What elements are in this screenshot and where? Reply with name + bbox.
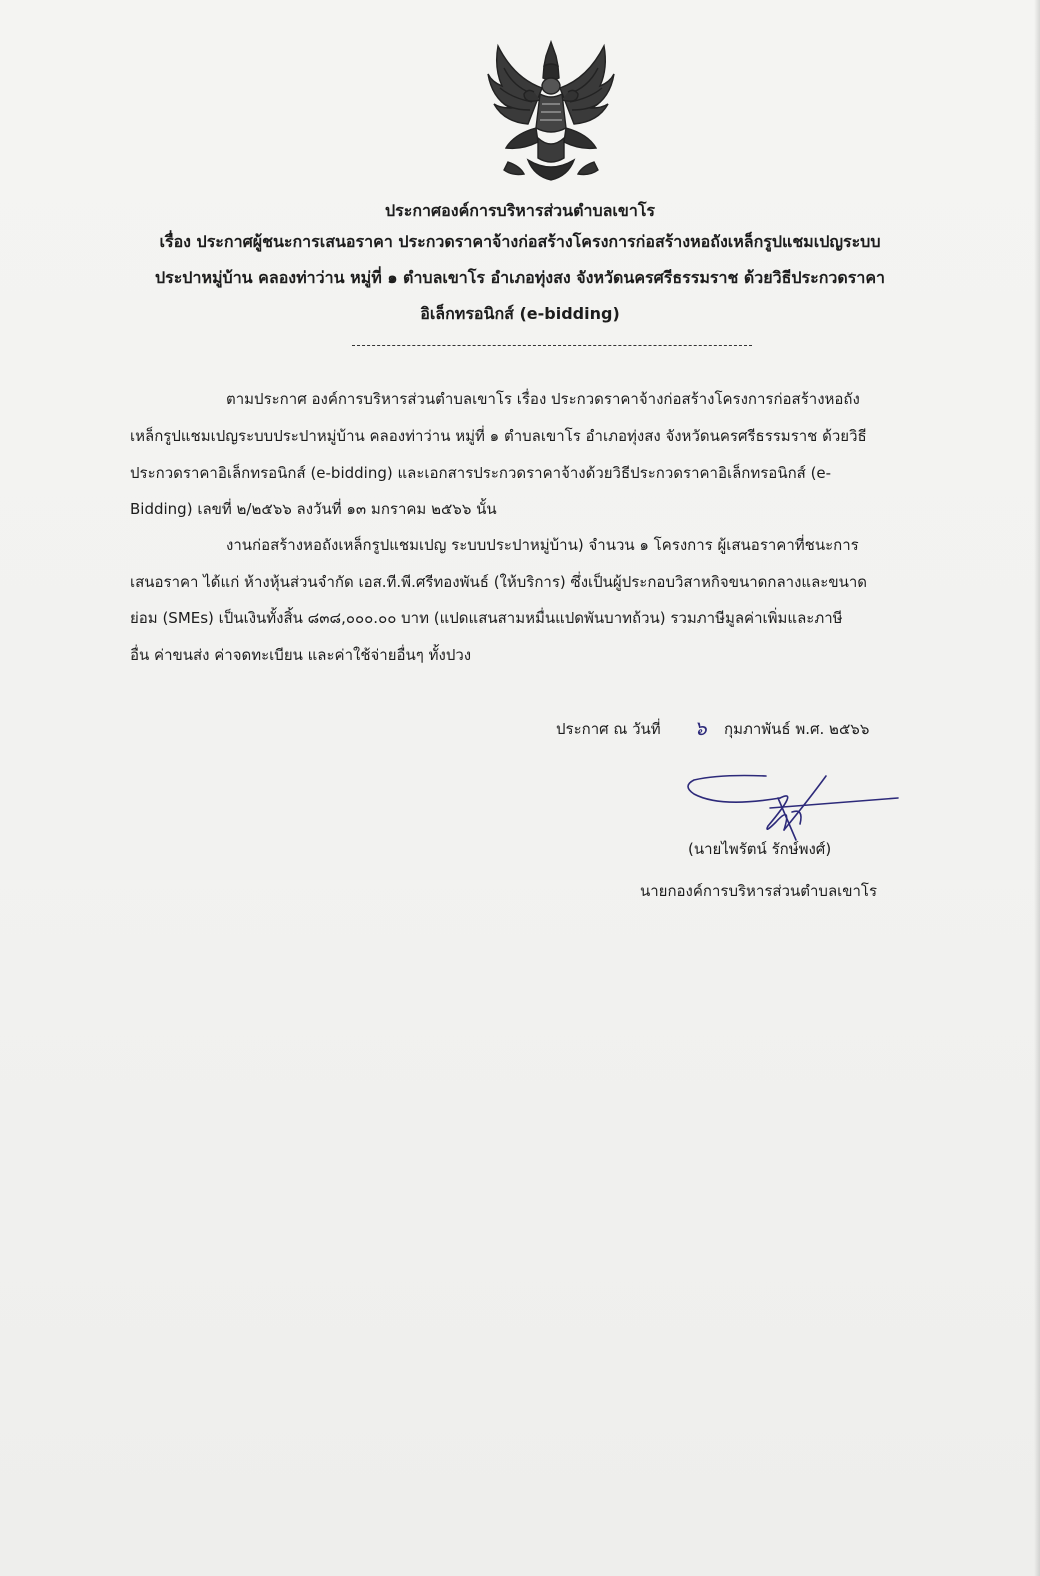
announcement-date-prefix: ประกาศ ณ วันที่ xyxy=(556,720,661,738)
paragraph-1-line-4: Bidding) เลขที่ ๒/๒๕๖๖ ลงวันที่ ๑๓ มกราคม ๒๕๖๖ นั้น xyxy=(130,500,497,518)
signatory-name: (นายไพรัตน์ รักษ์พงศ์) xyxy=(688,840,832,858)
paragraph-2-line-4: อื่น ค่าขนส่ง ค่าจดทะเบียน และค่าใช้จ่ายอื่นๆ ทั้งปวง xyxy=(130,646,472,664)
document-subject-line-1: เรื่อง ประกาศผู้ชนะการเสนอราคา ประกวดราคาจ้างก่อสร้างโครงการก่อสร้างหอถังเหล็กรูปแชมเปญระบบ xyxy=(159,232,881,251)
announcement-date-suffix: กุมภาพันธ์ พ.ศ. ๒๕๖๖ xyxy=(724,720,870,738)
paragraph-2-line-3: ย่อม (SMEs) เป็นเงินทั้งสิ้น ๘๓๘,๐๐๐.๐๐ บาท (แปดแสนสามหมื่นแปดพันบาทถ้วน) รวมภาษีมูลค่าเพิ่มและภาษี xyxy=(130,609,843,627)
document-subject-line-2: ประปาหมู่บ้าน คลองท่าว่าน หมู่ที่ ๑ ตำบลเขาโร อำเภอทุ่งสง จังหวัดนครศรีธรรมราช ด้วยวิธีประกวดราคา xyxy=(154,268,886,287)
heading-divider xyxy=(352,345,752,346)
paragraph-1-line-3: ประกวดราคาอิเล็กทรอนิกส์ (e-bidding) และเอกสารประกวดราคาจ้างด้วยวิธีประกวดราคาอิเล็กทรอนิกส์ (e- xyxy=(130,464,832,482)
document-org-heading: ประกาศองค์การบริหารส่วนตำบลเขาโร xyxy=(384,201,656,220)
signatory-title: นายกองค์การบริหารส่วนตำบลเขาโร xyxy=(640,882,878,900)
paragraph-1-line-2: เหล็กรูปแชมเปญระบบประปาหมู่บ้าน คลองท่าว่าน หมู่ที่ ๑ ตำบลเขาโร อำเภอทุ่งสง จังหวัดนครศรีธรรมราช ด้วยวิธี xyxy=(130,427,867,445)
announcement-date-day: ๖ xyxy=(694,716,707,740)
paragraph-1-line-1: ตามประกาศ องค์การบริหารส่วนตำบลเขาโร เรื่อง ประกวดราคาจ้างก่อสร้างโครงการก่อสร้างหอถัง xyxy=(226,390,860,408)
document-subject-line-3: อิเล็กทรอนิกส์ (e-bidding) xyxy=(420,304,620,323)
paragraph-2-line-2: เสนอราคา ได้แก่ ห้างหุ้นส่วนจำกัด เอส.ที.พี.ศรีทองพันธ์ (ให้บริการ) ซึ่งเป็นผู้ประกอบวิสาหกิจขนาดกลางและขนาด xyxy=(130,573,868,591)
garuda-emblem-icon xyxy=(484,38,618,186)
paragraph-2-line-1: งานก่อสร้างหอถังเหล็กรูปแชมเปญ ระบบประปาหมู่บ้าน) จำนวน ๑ โครงการ ผู้เสนอราคาที่ชนะการ xyxy=(226,536,859,554)
